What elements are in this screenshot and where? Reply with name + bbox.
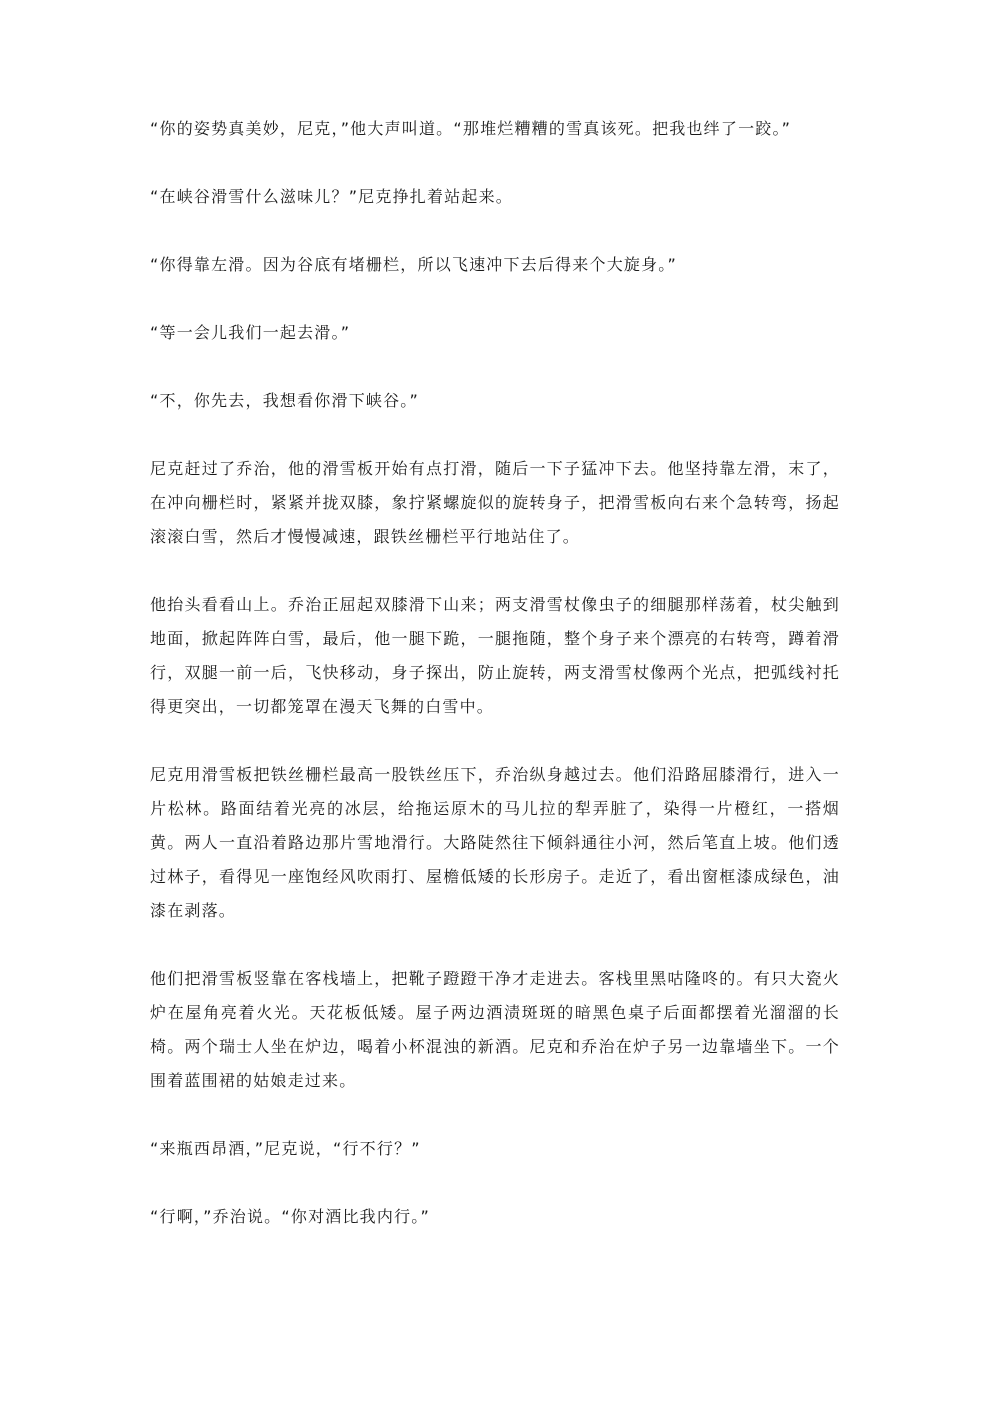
paragraph-1: “你的姿势真美妙，尼克，”他大声叫道。“那堆烂糟糟的雪真该死。把我也绊了一跤。”: [150, 119, 792, 138]
paragraph-10: “来瓶西昂酒，”尼克说，“行不行？”: [150, 1139, 421, 1158]
paragraph-3: “你得靠左滑。因为谷底有堵栅栏，所以飞速冲下去后得来个大旋身。”: [150, 255, 677, 274]
document-page: [150, 112, 840, 1268]
paragraph-11: “行啊，”乔治说。“你对酒比我内行。”: [150, 1207, 430, 1226]
paragraph-2: “在峡谷滑雪什么滋味儿？”尼克挣扎着站起来。: [150, 187, 513, 206]
paragraph-9: 他们把滑雪板竖靠在客栈墙上，把靴子蹬蹬干净才走进去。客栈里黑咕隆咚的。有只大瓷火炉在屋角亮着火光。天花板低矮。屋子两边酒渍斑斑的暗黑色桌子后面都摆着光溜溜的长椅。两个瑞士人坐在炉边，喝着小杯混浊的新酒。尼克和乔治在炉子另一边靠墙坐下。一个围着蓝围裙的姑娘走过来。: [150, 969, 840, 1090]
paragraph-7: 他抬头看看山上。乔治正屈起双膝滑下山来；两支滑雪杖像虫子的细腿那样荡着，杖尖触到地面，掀起阵阵白雪，最后，他一腿下跪，一腿拖随，整个身子来个漂亮的右转弯，蹲着滑行，双腿一前一后，飞快移动，身子探出，防止旋转，两支滑雪杖像两个光点，把弧线衬托得更突出，一切都笼罩在漫天飞舞的白雪中。: [150, 595, 840, 716]
paragraph-5: “不，你先去，我想看你滑下峡谷。”: [150, 391, 419, 410]
paragraph-4: “等一会儿我们一起去滑。”: [150, 323, 351, 342]
paragraph-6: 尼克赶过了乔治，他的滑雪板开始有点打滑，随后一下子猛冲下去。他坚持靠左滑，末了，在冲向栅栏时，紧紧并拢双膝，象拧紧螺旋似的旋转身子，把滑雪板向右来个急转弯，扬起滚滚白雪，然后才慢慢减速，跟铁丝栅栏平行地站住了。: [150, 459, 840, 546]
paragraph-8: 尼克用滑雪板把铁丝栅栏最高一股铁丝压下，乔治纵身越过去。他们沿路屈膝滑行，进入一片松林。路面结着光亮的冰层，给拖运原木的马儿拉的犁弄脏了，染得一片橙红，一搭烟黄。两人一直沿着路边那片雪地滑行。大路陡然往下倾斜通往小河，然后笔直上坡。他们透过林子，看得见一座饱经风吹雨打、屋檐低矮的长形房子。走近了，看出窗框漆成绿色，油漆在剥落。: [150, 765, 840, 920]
